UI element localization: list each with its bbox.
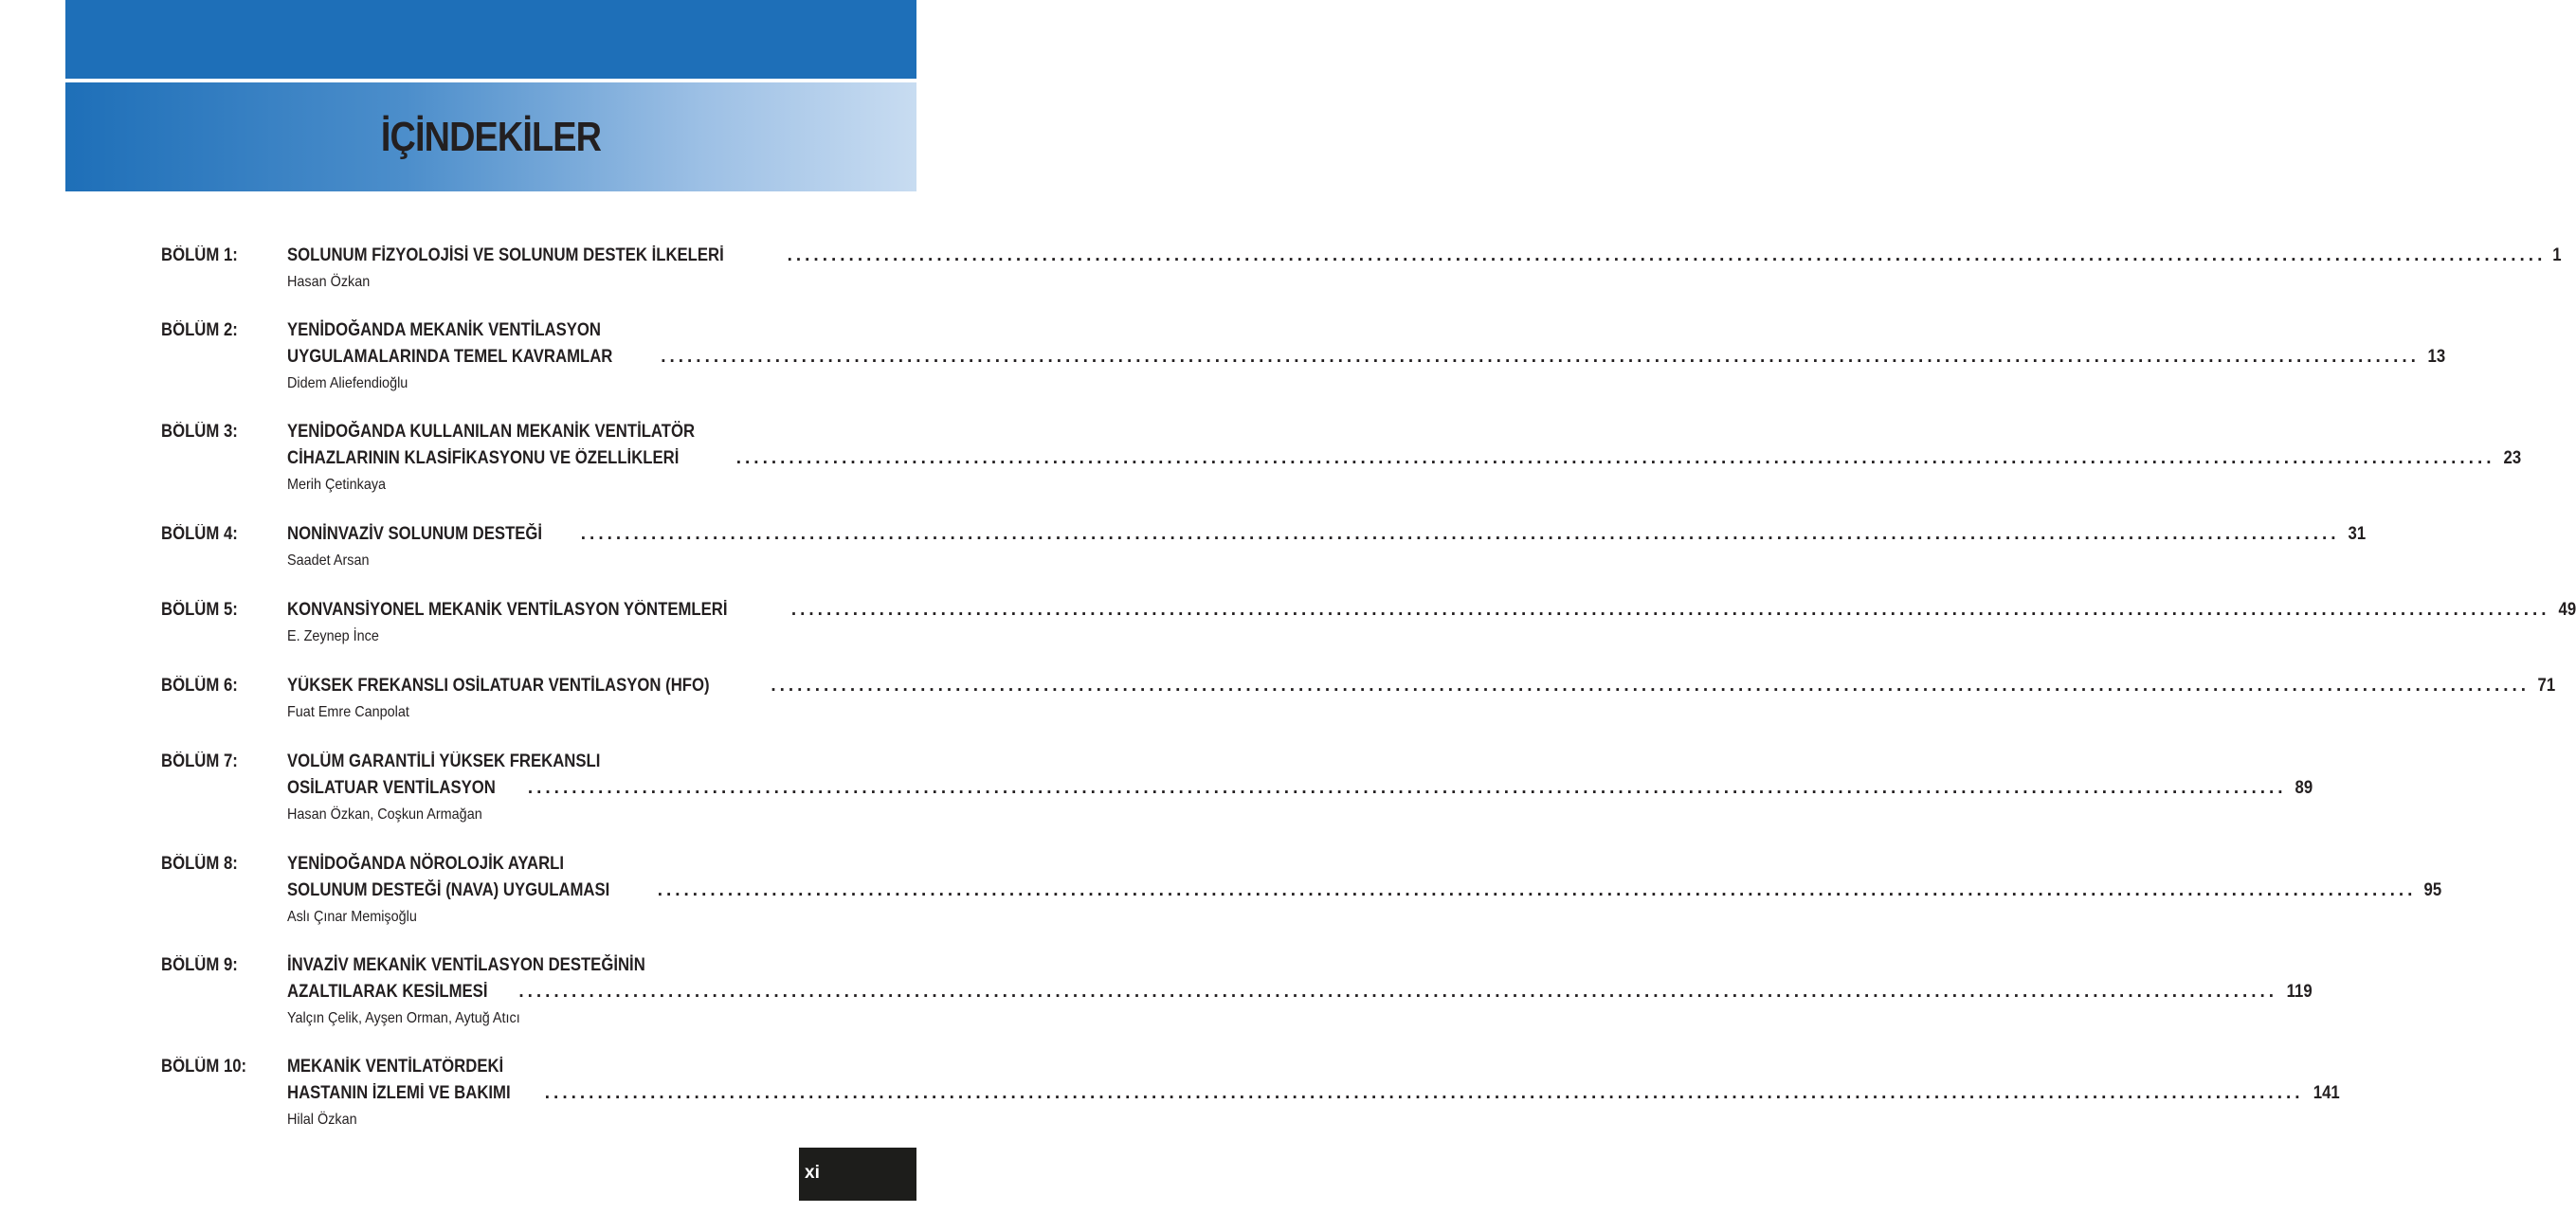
toc-chapter-label: BÖLÜM 3:	[161, 422, 238, 442]
toc-chapter-label: BÖLÜM 5:	[161, 600, 238, 620]
toc-leader-dots: ........................................................................................................................................................................................................	[735, 448, 2495, 468]
toc-leader-dots: ........................................................................................................................................................................................................	[527, 778, 2287, 798]
toc-title-text: SOLUNUM DESTEĞİ (NAVA) UYGULAMASI	[287, 880, 610, 900]
toc-leader-dots: ........................................................................................................................................................................................................	[580, 524, 2340, 544]
toc-title-line	[287, 1080, 2340, 1107]
toc-title-text: YENİDOĞANDA MEKANİK VENTİLASYON	[287, 320, 602, 340]
toc-title-text: YÜKSEK FREKANSLI OSİLATUAR VENTİLASYON (HFO)	[287, 676, 710, 696]
toc-page-number: 89	[2295, 778, 2313, 798]
toc-leader-dots: ........................................................................................................................................................................................................	[790, 600, 2550, 620]
toc-page-number: 31	[2348, 524, 2366, 544]
toc-title-text: AZALTILARAK KESİLMESİ	[287, 982, 488, 1002]
toc-authors: Hasan Özkan, Coşkun Armağan	[287, 806, 482, 823]
toc-chapter-label: BÖLÜM 10:	[161, 1057, 247, 1077]
toc-title-line	[287, 952, 833, 979]
toc-title-block	[287, 419, 2521, 498]
toc-title-line	[287, 344, 2446, 371]
toc-chapter-label: BÖLÜM 8:	[161, 854, 238, 874]
toc-title-block	[287, 317, 2446, 397]
toc-title-text: UYGULAMALARINDA TEMEL KAVRAMLAR	[287, 347, 613, 367]
toc-title-text: İNVAZİV MEKANİK VENTİLASYON DESTEĞİNİN	[287, 955, 645, 975]
toc-authors: Didem Aliefendioğlu	[287, 375, 408, 391]
toc-page-number: 119	[2286, 982, 2313, 1002]
toc-chapter-label: BÖLÜM 7:	[161, 751, 238, 771]
toc-page-number: 71	[2537, 676, 2556, 696]
toc-title-line	[287, 521, 2366, 548]
toc-title-text: OSİLATUAR VENTİLASYON	[287, 778, 496, 798]
toc-authors: Yalçın Çelik, Ayşen Orman, Aytuğ Atıcı	[287, 1010, 520, 1026]
toc-title-line	[287, 445, 2521, 472]
toc-title-text: HASTANIN İZLEMİ VE BAKIMI	[287, 1083, 511, 1103]
toc-title-text: YENİDOĞANDA NÖROLOJİK AYARLI	[287, 854, 565, 874]
toc-page-number: 141	[2313, 1083, 2340, 1103]
toc-authors: Aslı Çınar Memişoğlu	[287, 909, 417, 925]
toc-title-block	[287, 952, 2313, 1032]
page-number: xi	[805, 1163, 820, 1183]
toc-title-line	[287, 878, 2442, 904]
toc-title-line	[287, 851, 833, 878]
toc-title-text: VOLÜM GARANTİLİ YÜKSEK FREKANSLI	[287, 751, 601, 771]
toc-leader-dots: ........................................................................................................................................................................................................	[518, 982, 2278, 1002]
toc-authors: Merih Çetinkaya	[287, 477, 387, 493]
toc-authors: Hasan Özkan	[287, 274, 371, 290]
toc-title-line	[287, 317, 833, 344]
toc-title-line	[287, 979, 2313, 1005]
toc-leader-dots: ........................................................................................................................................................................................................	[661, 347, 2420, 367]
toc-title-block	[287, 521, 2366, 574]
toc-page-number: 13	[2427, 347, 2446, 367]
toc-title-line	[287, 419, 833, 445]
toc-chapter-label: BÖLÜM 2:	[161, 320, 238, 340]
toc-authors: Saadet Arsan	[287, 552, 370, 569]
page-title: İÇİNDEKİLER	[380, 113, 602, 160]
toc-authors: Hilal Özkan	[287, 1112, 357, 1128]
toc-title-block	[287, 673, 2556, 726]
toc-page-number: 1	[2552, 245, 2562, 265]
toc-title-line	[287, 749, 833, 775]
toc-title-block	[287, 243, 2562, 296]
toc-title-text: YENİDOĞANDA KULLANILAN MEKANİK VENTİLATÖR	[287, 422, 696, 442]
toc-leader-dots: ........................................................................................................................................................................................................	[544, 1083, 2304, 1103]
toc-title-text: KONVANSİYONEL MEKANİK VENTİLASYON YÖNTEMLERİ	[287, 600, 728, 620]
toc-page-number: 23	[2503, 448, 2521, 468]
toc-title-line	[287, 243, 2562, 269]
toc-title-line	[287, 597, 2576, 624]
toc-page-number: 95	[2423, 880, 2442, 900]
toc-title-text: MEKANİK VENTİLATÖRDEKİ	[287, 1057, 504, 1077]
toc-chapter-label: BÖLÜM 1:	[161, 245, 238, 265]
toc-title-line	[287, 673, 2556, 699]
toc-title-block	[287, 851, 2442, 931]
toc-title-block	[287, 749, 2313, 828]
toc-authors: E. Zeynep İnce	[287, 628, 379, 644]
toc-title-text: SOLUNUM FİZYOLOJİSİ VE SOLUNUM DESTEK İLKELERİ	[287, 245, 724, 265]
toc-title-block	[287, 597, 2576, 650]
toc-leader-dots: ........................................................................................................................................................................................................	[657, 880, 2417, 900]
toc-title-line	[287, 775, 2313, 802]
toc-leader-dots: ........................................................................................................................................................................................................	[787, 245, 2547, 265]
toc-title-block	[287, 1054, 2340, 1133]
toc-page-number: 49	[2558, 600, 2576, 620]
toc-title-text: CİHAZLARININ KLASİFİKASYONU VE ÖZELLİKLERİ	[287, 448, 680, 468]
toc-chapter-label: BÖLÜM 4:	[161, 524, 238, 544]
toc-chapter-label: BÖLÜM 6:	[161, 676, 238, 696]
toc-chapter-label: BÖLÜM 9:	[161, 955, 238, 975]
toc-leader-dots: ........................................................................................................................................................................................................	[771, 676, 2531, 696]
toc-title-text: NONİNVAZİV SOLUNUM DESTEĞİ	[287, 524, 543, 544]
toc-authors: Fuat Emre Canpolat	[287, 704, 409, 720]
toc-title-line	[287, 1054, 833, 1080]
